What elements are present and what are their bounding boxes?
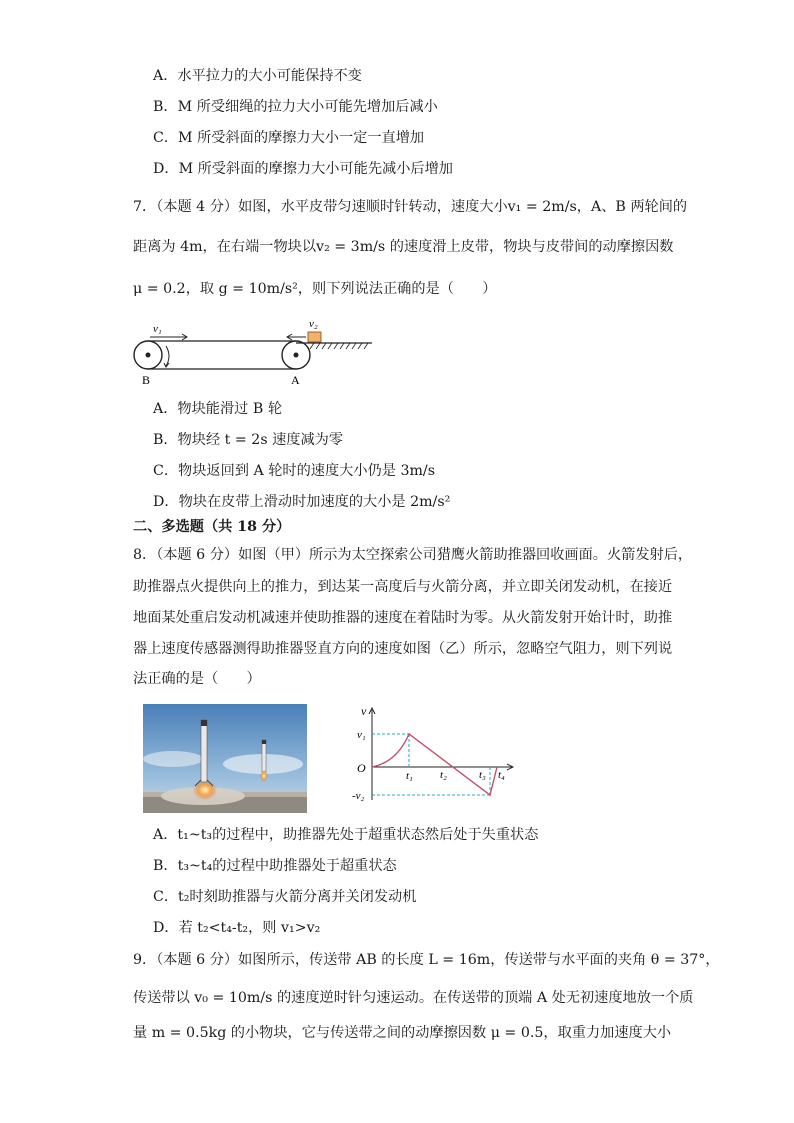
wheel-a-label: A: [291, 373, 300, 387]
section-title-multi-choice: 二、多选题（共 18 分）: [133, 519, 291, 535]
q7-option-b: B．物块经 t = 2s 速度减为零: [153, 432, 344, 448]
q7-option-a: A．物块能滑过 B 轮: [153, 401, 283, 417]
q8-option-a: A．t₁~t₃的过程中，助推器先处于超重状态然后处于失重状态: [153, 827, 539, 843]
v1-label: v₁: [153, 323, 162, 335]
wheel-b-label: B: [142, 373, 151, 387]
q8-stem-line-3: 地面某处重启发动机减速并使助推器的速度在着陆时为零。从火箭发射开始计时，助推: [133, 610, 673, 626]
v2-label: v₂: [309, 318, 318, 330]
q8-stem-line-1: 8．（本题 6 分）如图（甲）所示为太空探索公司猎鹰火箭助推器回收画面。火箭发射后，: [133, 547, 693, 563]
conveyor-belt-figure: [128, 316, 378, 388]
velocity-time-graph: [352, 704, 517, 804]
q9-stem-line-3: 量 m = 0.5kg 的小物块，它与传送带之间的动摩擦因数 μ = 0.5，取重力加速度大小: [133, 1025, 672, 1041]
q9-stem-line-1: 9．（本题 6 分）如图所示，传送带 AB 的长度 L = 16m，传送带与水平面的夹角 θ = 37°，: [133, 952, 720, 968]
q8-option-b: B．t₃~t₄的过程中助推器处于超重状态: [153, 858, 397, 874]
q7-option-c: C．物块返回到 A 轮时的速度大小仍是 3m/s: [153, 463, 435, 479]
q8-stem-line-4: 器上速度传感器测得助推器竖直方向的速度如图（乙）所示，忽略空气阻力，则下列说: [133, 641, 673, 657]
q6-option-d: D．M 所受斜面的摩擦力大小可能先减小后增加: [153, 161, 453, 177]
v1-tick-label: v₁: [357, 729, 366, 741]
v-axis-label: v: [361, 704, 367, 718]
block: [308, 332, 321, 342]
q8-stem-line-5: 法正确的是（ ）: [133, 671, 261, 687]
origin-label: O: [357, 761, 366, 775]
q7-stem-line-3: μ = 0.2，取 g = 10m/s²，则下列说法正确的是（ ）: [133, 281, 497, 297]
q7-stem-line-1: 7．（本题 4 分）如图，水平皮带匀速顺时针转动，速度大小v₁ = 2m/s，A、B 两轮间的: [133, 199, 688, 215]
q7-stem-line-2: 距离为 4m，在右端一物块以v₂ = 3m/s 的速度滑上皮带，物块与皮带间的动摩擦因数: [133, 239, 674, 255]
q6-option-c: C．M 所受斜面的摩擦力大小一定一直增加: [153, 130, 425, 146]
q6-option-a: A．水平拉力的大小可能保持不变: [153, 68, 362, 84]
q6-option-b: B．M 所受细绳的拉力大小可能先增加后减小: [153, 99, 438, 115]
neg-v2-tick-label: -v₂: [352, 790, 365, 802]
t4-tick-label: t₄: [498, 769, 505, 781]
q9-stem-line-2: 传送带以 v₀ = 10m/s 的速度逆时针匀速运动。在传送带的顶端 A 处无初速度地放一个质: [133, 990, 694, 1006]
t3-tick-label: t₃: [479, 769, 486, 781]
q8-option-d: D．若 t₂<t₄-t₂，则 v₁>v₂: [153, 920, 321, 936]
q8-stem-line-2: 助推器点火提供向上的推力，到达某一高度后与火箭分离，并立即关闭发动机，在接近: [133, 579, 673, 595]
t2-tick-label: t₂: [440, 769, 447, 781]
t1-tick-label: t₁: [406, 770, 413, 782]
q7-option-d: D．物块在皮带上滑动时加速度的大小是 2m/s²: [153, 494, 451, 510]
rocket-booster-photo: [143, 704, 307, 813]
q8-option-c: C．t₂时刻助推器与火箭分离并关闭发动机: [153, 889, 417, 905]
